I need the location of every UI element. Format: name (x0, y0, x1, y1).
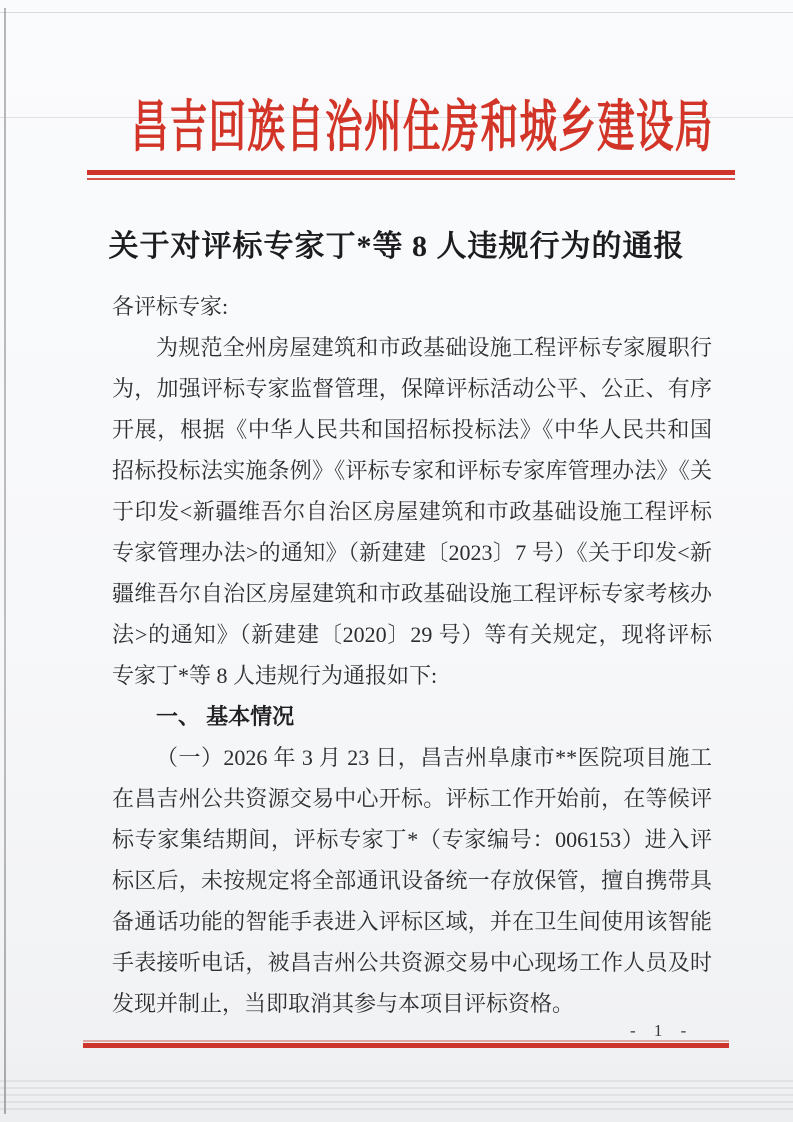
salutation: 各评标专家: (112, 294, 229, 319)
scan-bottom-edge (0, 1080, 793, 1110)
footer-rule-thin (83, 1040, 729, 1042)
scan-left-edge (4, 8, 6, 1114)
intro-paragraph: 为规范全州房屋建筑和市政基础设施工程评标专家履职行为，加强评标专家监督管理，保障评标活动公平、公正、有序开展，根据《中华人民共和国招标投标法》《中华人民共和国招标投标法实施条例》《评标专家和评标专家库管理办法》《关于印发<新疆维吾尔自治区房屋建筑和市政基础设施工程评标专家管理办法>的通知》（新建建〔2023〕7 号）《关于印发<新疆维吾尔自治区房屋建筑和市政基础设施工程评标专家考核办法>的通知》（新建建〔2020〕29 号）等有关规定，现将评标专家丁*等 8 人违规行为通报如下: (112, 335, 712, 688)
footer-rule-thick (83, 1043, 729, 1048)
letterhead-title: 昌吉回族自治州住房和城乡建设局 (130, 97, 714, 159)
section-heading-basic-situation: 一、 基本情况 (156, 704, 295, 729)
document-body (112, 286, 712, 1024)
scan-top-edge (0, 12, 793, 13)
section-paragraph-incident: （一）2026 年 3 月 23 日，昌吉州阜康市**医院项目施工在昌吉州公共资源交易中心开标。评标工作开始前，在等候评标专家集结期间，评标专家丁*（专家编号：006153）进入评标区后，未按规定将全部通讯设备统一存放保管，擅自携带具备通话功能的智能手表进入评标区域，并在卫生间使用该智能手表接听电话，被昌吉州公共资源交易中心现场工作人员及时发现并制止，当即取消其参与本项目评标资格。 (112, 745, 712, 1016)
letterhead-rule-thick (87, 170, 735, 175)
letterhead-rule-thin (87, 178, 735, 180)
page-number: - 1 - (630, 1021, 694, 1040)
document-title: 关于对评标专家丁*等 8 人违规行为的通报 (108, 230, 685, 263)
